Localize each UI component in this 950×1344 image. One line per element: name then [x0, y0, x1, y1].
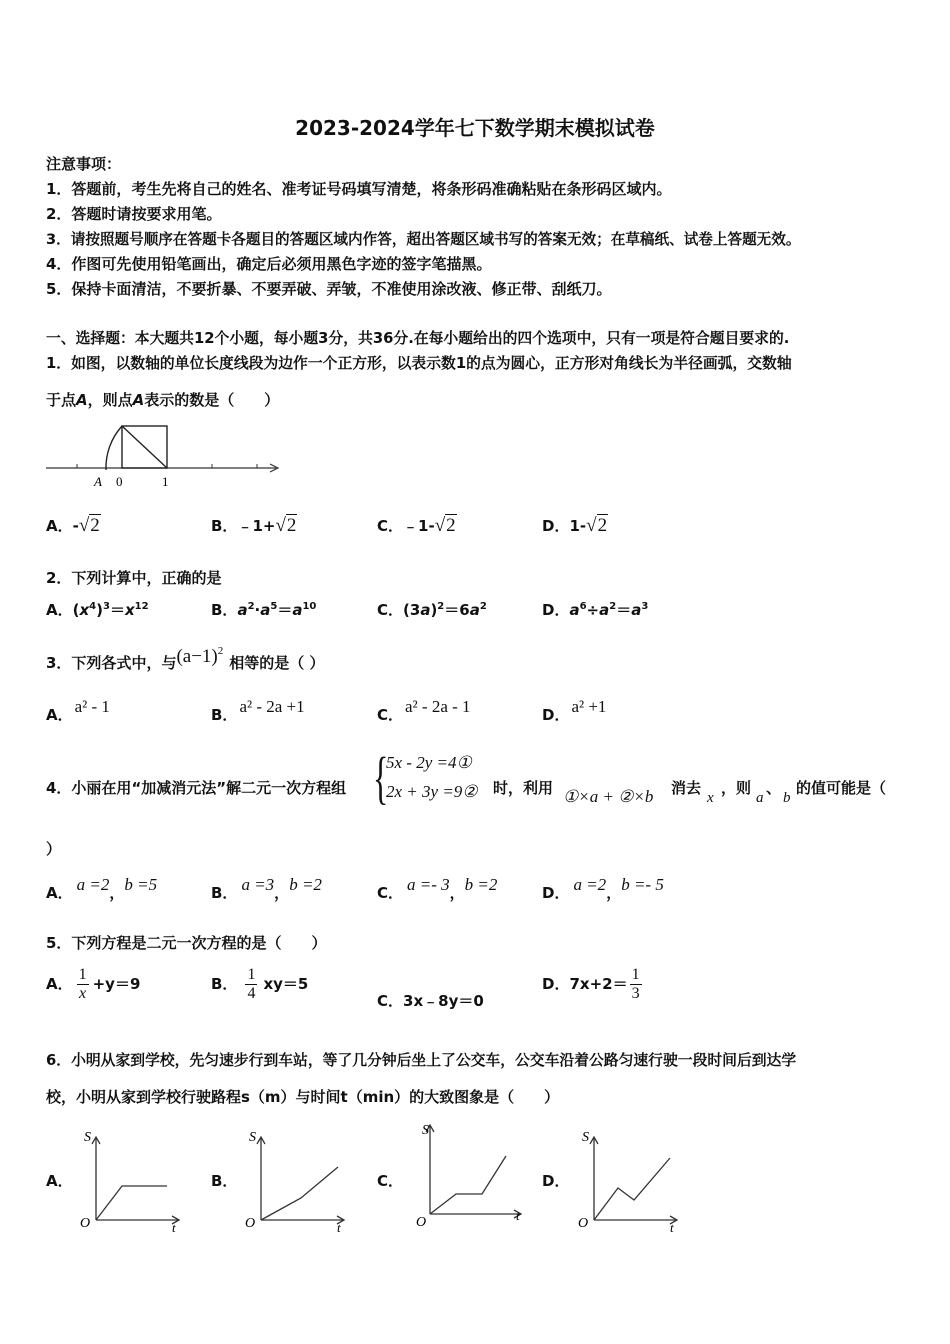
q4-stem-e: 的值可能是（	[796, 779, 887, 797]
sqrt-icon: √2	[434, 515, 456, 536]
q2-option-c[interactable]: C．$(3a)^2=6a^2$	[377, 601, 487, 619]
q2-option-b[interactable]: B．$a^2\cdot a^5=a^{10}$	[211, 601, 317, 619]
q3-option-b[interactable]: B． a² - 2a +1	[211, 697, 305, 724]
sqrt-icon: √2	[275, 515, 297, 536]
q2-stem: 2．下列计算中，正确的是	[46, 569, 222, 587]
q1-option-a[interactable]: A．-√2	[46, 515, 100, 536]
q6-graph-d	[568, 1124, 684, 1234]
q4-option-a[interactable]: A． a =2，b =5	[46, 875, 158, 902]
q4-var-x: x	[707, 790, 714, 806]
q6-option-c[interactable]: C．	[377, 1172, 404, 1190]
sqrt-icon: √2	[586, 515, 608, 536]
q6-option-d[interactable]: D．	[542, 1172, 570, 1190]
q6-option-a[interactable]: A．	[46, 1172, 73, 1190]
notice-item: 4．作图可先使用铅笔画出，确定后必须用黑色字迹的签字笔描黑。	[46, 255, 492, 273]
q5-option-d[interactable]: D．7x+2＝ $\frac{1}{3}$	[542, 966, 640, 1002]
q4-option-c[interactable]: C． a =- 3，b =2	[377, 875, 498, 902]
section-heading: 一、选择题：本大题共12个小题，每小题3分，共36分.在每小题给出的四个选项中，只有一项是符合题目要求的.	[46, 330, 790, 347]
q4-eq1: 5x - 2y =4①	[386, 753, 472, 772]
q6-graph-b	[235, 1124, 351, 1234]
q1-stem-line2: 于点A，则点A表示的数是（ ）	[46, 391, 280, 409]
q4-var-a: a	[756, 790, 764, 806]
q1-stem-line1: 1．如图，以数轴的单位长度线段为边作一个正方形，以表示数1的点为圆心，正方形对角线长为半径画弧，交数轴	[46, 355, 792, 372]
q1-label-0: 0	[116, 474, 123, 489]
origin-label: O	[416, 1215, 427, 1230]
q3-option-c[interactable]: C． a² - 2a - 1	[377, 697, 471, 724]
q1-label-1: 1	[162, 474, 169, 489]
page-title: 2023-2024学年七下数学期末模拟试卷	[295, 116, 655, 140]
notice-item: 2．答题时请按要求用笔。	[46, 205, 222, 223]
q3-stem: 3．下列各式中，与$(a-1)^2$相等的是（ ）	[46, 645, 325, 672]
q1-label-A: A	[94, 474, 102, 489]
q1-option-c[interactable]: C．﹣1-√2	[377, 515, 456, 536]
axis-s-label: S	[84, 1130, 91, 1145]
q4-sep: 、	[766, 779, 782, 797]
q4-stem-d: ，则	[721, 779, 752, 797]
q1-option-b[interactable]: B．﹣1+√2	[211, 515, 297, 536]
q2-option-d[interactable]: D．$a^6\div a^2=a^3$	[542, 601, 649, 619]
q4-var-b: b	[783, 790, 791, 806]
q4-stem-b: 时，利用	[493, 779, 554, 797]
q3-option-a[interactable]: A． a² - 1	[46, 697, 110, 724]
q2-option-a[interactable]: A．$(x^4)^3=x^{12}$	[46, 601, 149, 619]
q4-option-b[interactable]: B． a =3，b =2	[211, 875, 322, 902]
axis-t-label: t	[172, 1220, 176, 1234]
origin-label: O	[80, 1216, 91, 1231]
q5-option-b[interactable]: B． $\frac{1}{4}$ xy＝5	[211, 966, 309, 1002]
sqrt-icon: √2	[78, 515, 100, 536]
q4-eq2: 2x + 3y =9②	[386, 782, 478, 801]
notice-heading: 注意事项：	[46, 155, 122, 173]
axis-s-label: S	[582, 1130, 589, 1145]
q5-stem: 5．下列方程是二元一次方程的是（ ）	[46, 934, 327, 952]
axis-t-label: t	[670, 1220, 674, 1234]
q5-option-a[interactable]: A． $\frac{1}{x}$ +y＝9	[46, 966, 141, 1002]
axis-t-label: t	[337, 1220, 341, 1234]
axis-s-label: S	[422, 1123, 429, 1138]
axis-t-label: t	[516, 1208, 520, 1223]
q4-option-d[interactable]: D． a =2，b =- 5	[542, 875, 664, 902]
q6-stem-line1: 6．小明从家到学校，先匀速步行到车站，等了几分钟后坐上了公交车，公交车沿着公路匀速行驶一段时间后到达学	[46, 1052, 797, 1069]
origin-label: O	[578, 1216, 589, 1231]
q1-option-d[interactable]: D．1-√2	[542, 515, 608, 536]
q6-stem-line2: 校，小明从家到学校行驶路程s（m）与时间t（min）的大致图象是（ ）	[46, 1088, 560, 1106]
q3-option-d[interactable]: D． a² +1	[542, 697, 607, 724]
q6-option-b[interactable]: B．	[211, 1172, 238, 1190]
axis-s-label: S	[249, 1130, 256, 1145]
q5-option-c[interactable]: C．3x﹣8y＝0	[377, 992, 484, 1010]
notice-item: 5．保持卡面清洁，不要折暴、不要弄破、弄皱，不准使用涂改液、修正带、刮纸刀。	[46, 280, 612, 298]
q4-stem-c: 消去	[671, 779, 702, 797]
brace-icon: {	[373, 745, 389, 810]
notice-item: 1．答题前，考生先将自己的姓名、准考证号码填写清楚，将条形码准确粘贴在条形码区域内。	[46, 180, 672, 198]
q6-graph-a	[70, 1124, 186, 1234]
q6-graph-c	[404, 1114, 530, 1232]
q1-number-line-figure	[42, 420, 292, 492]
notice-item: 3．请按照题号顺序在答题卡各题目的答题区域内作答，超出答题区域书写的答案无效；在草稿纸、试卷上答题无效。	[46, 231, 801, 248]
origin-label: O	[245, 1216, 256, 1231]
q4-stem-close: ）	[46, 840, 62, 858]
q4-expression: ①×a + ②×b	[563, 787, 654, 806]
q4-stem-a: 4．小丽在用“加减消元法”解二元一次方程组	[46, 779, 347, 797]
